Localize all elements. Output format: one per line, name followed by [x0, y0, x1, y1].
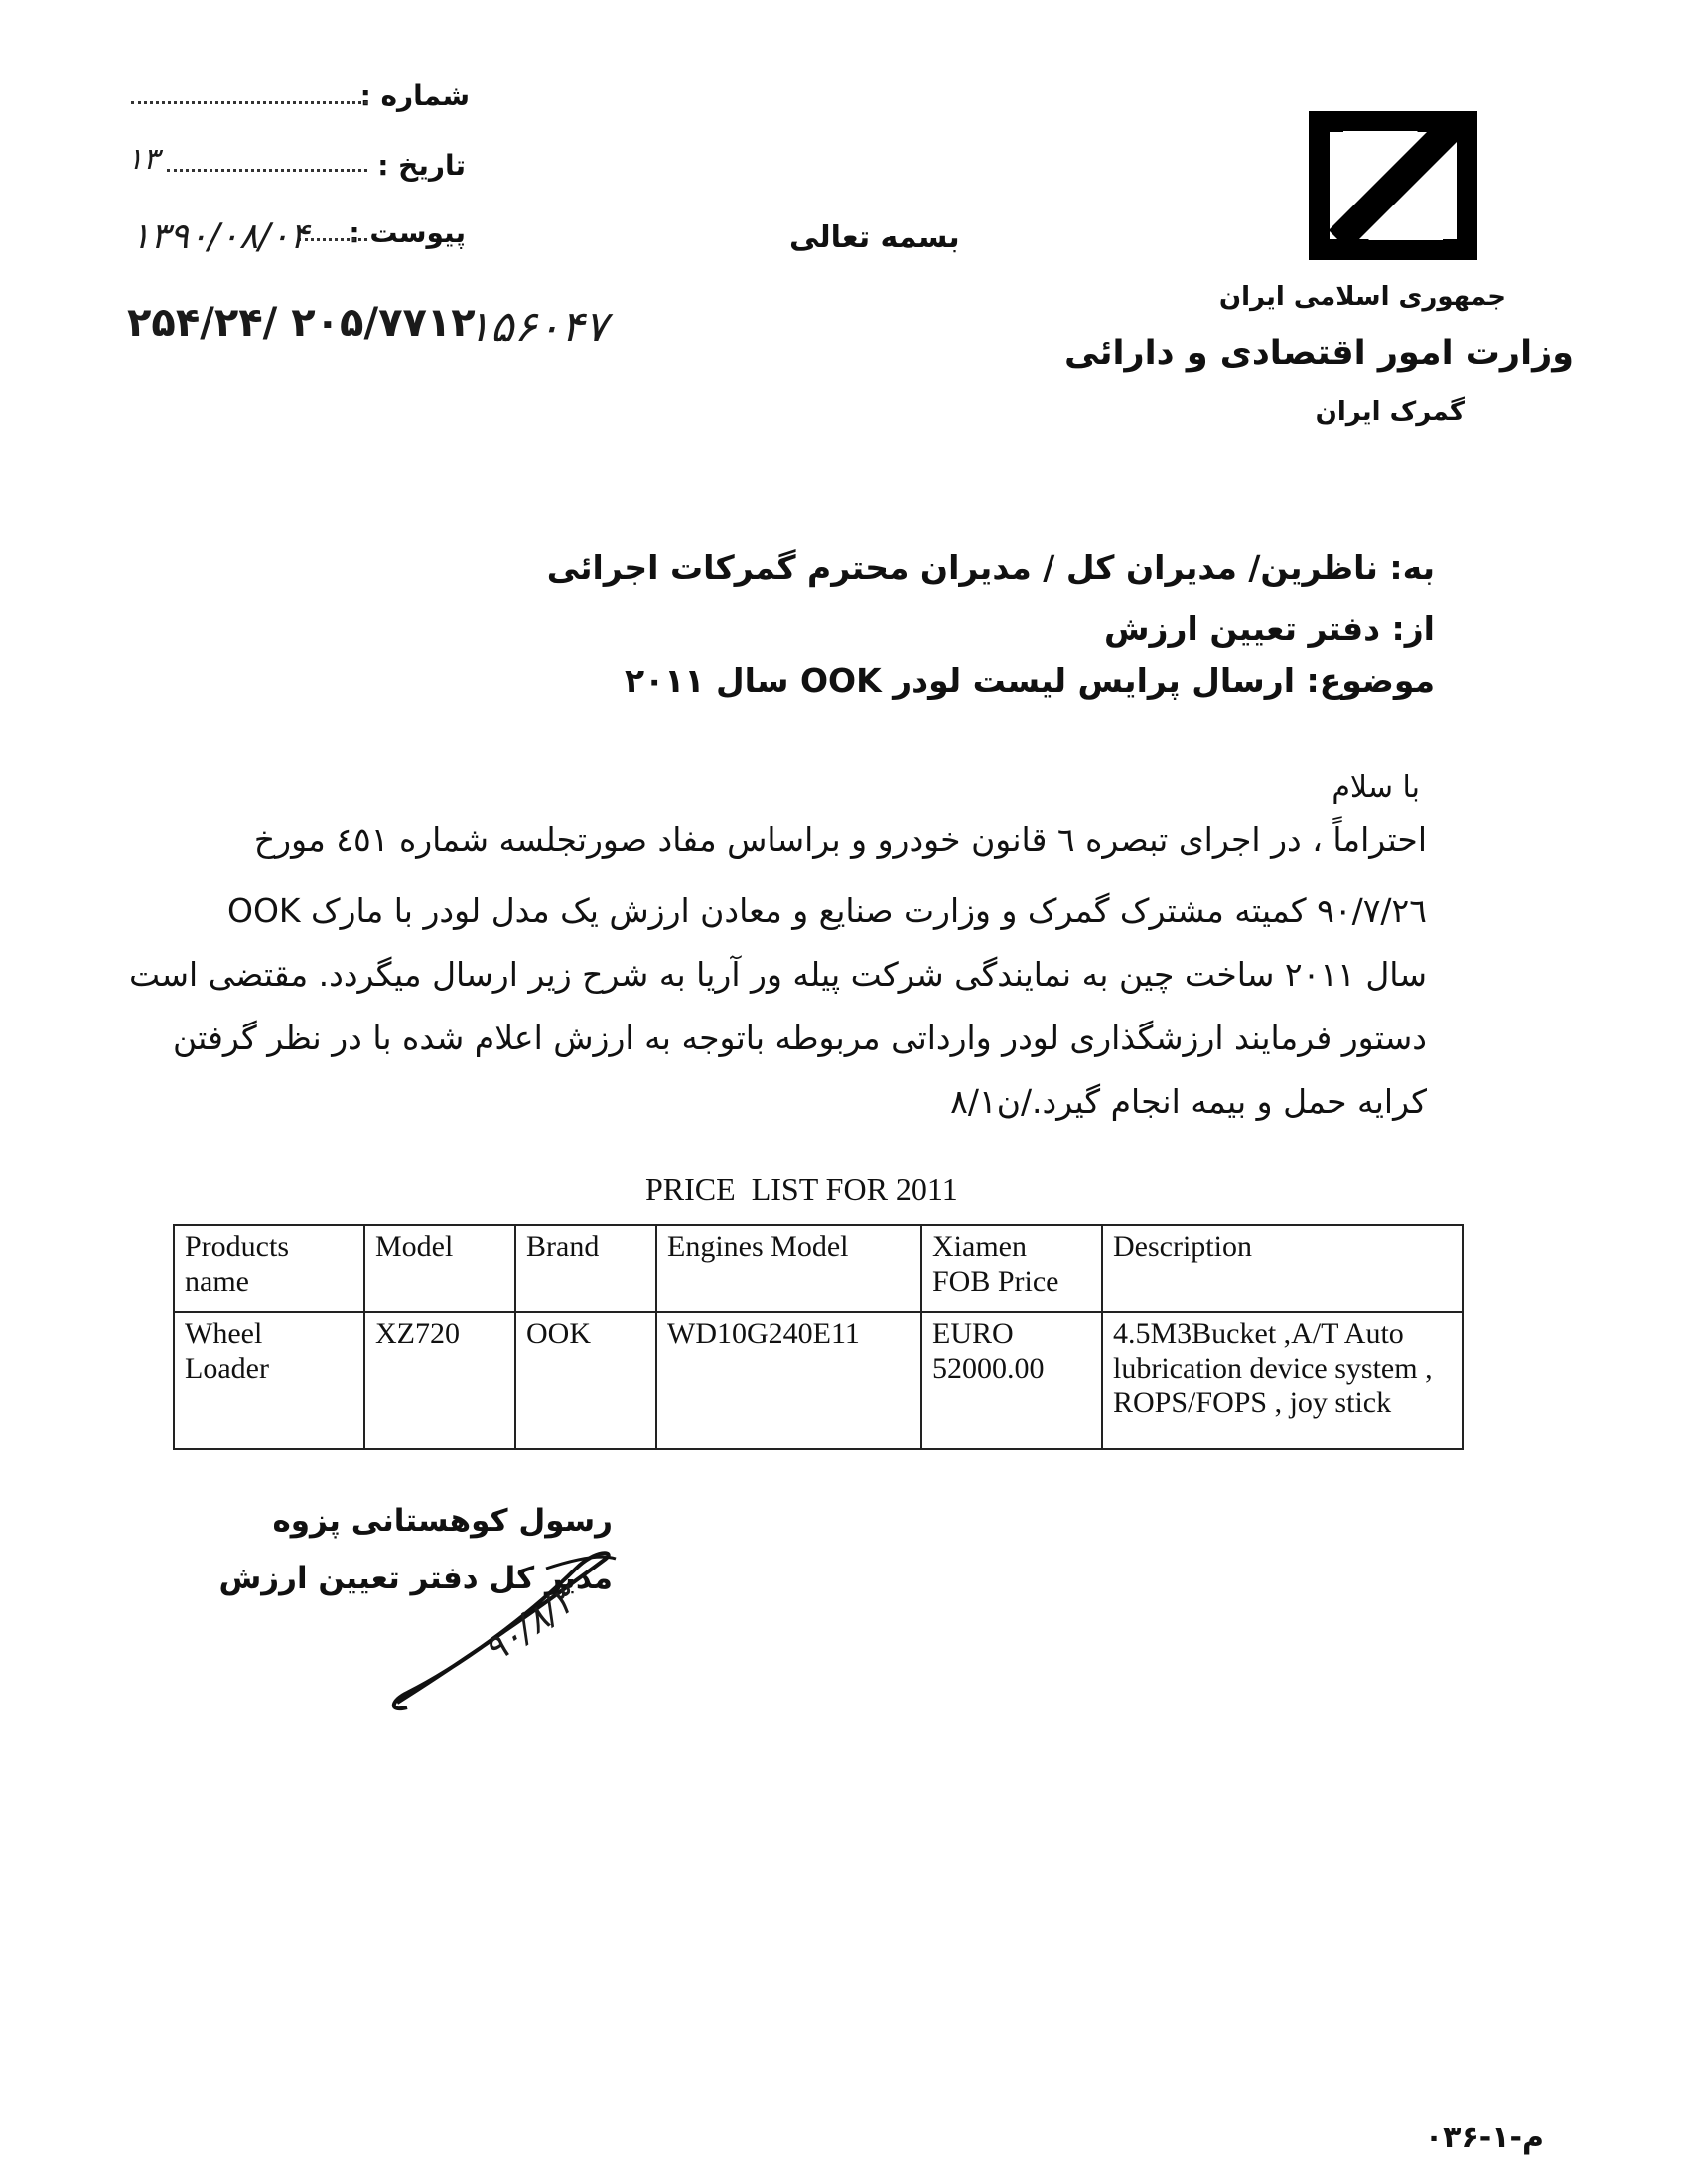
body-line-3: سال ٢٠١١ ساخت چین به نمایندگی شرکت پیله ور آریا به شرح زیر ارسال میگردد. مقتضی است	[128, 955, 1427, 994]
header-engine: Engines Model	[656, 1225, 921, 1312]
bismillah: بسمه تعالی	[789, 220, 960, 255]
header-description: Description	[1102, 1225, 1463, 1312]
table-row	[174, 1312, 1463, 1449]
body-line-4: دستور فرمایند ارزشگذاری لودر وارداتی مربوطه باتوجه به ارزش اعلام شده با در نظر گرفتن	[172, 1019, 1427, 1057]
attachment-label: پیوست :	[349, 216, 466, 249]
body-line-1: احتراماً ، در اجرای تبصره ٦ قانون خودرو و براساس مفاد صورتجلسه شماره ٤٥١ مورخ	[253, 820, 1427, 859]
price-list-title: PRICE LIST FOR 2011	[645, 1171, 958, 1207]
cell-description: 4.5M3Bucket ,A/T Auto lubrication device system , ROPS/FOPS , joy stick	[1102, 1312, 1463, 1449]
cell-model: XZ720	[364, 1312, 515, 1449]
header-product: Products name	[174, 1225, 364, 1312]
to-line: به: ناظرین/ مدیران کل / مدیران محترم گمرکات اجرائی	[546, 548, 1435, 587]
signature-title: مدیر کل دفتر تعیین ارزش	[218, 1561, 613, 1596]
footer-code: م-۱-۰۳۶	[1424, 2120, 1544, 2155]
date-label: تاریخ :	[377, 149, 466, 182]
header-price: Xiamen FOB Price	[921, 1225, 1102, 1312]
date-value: ۱۳	[127, 142, 160, 177]
header-brand: Brand	[515, 1225, 656, 1312]
signature-name: رسول کوهستانی پزوه	[272, 1503, 613, 1539]
org-line1: جمهوری اسلامی ایران	[1218, 282, 1506, 312]
org-line3: گمرک ایران	[1315, 397, 1465, 427]
customs-logo-icon	[1309, 111, 1477, 260]
reference-left: ۲۵۴/۲۴/ ۲۰۵/۷۷۱۲	[127, 300, 476, 345]
reference-right: ۱۵۶۰۴۷	[467, 302, 608, 352]
signature-date: ۹۰/۸/۳	[477, 1579, 583, 1672]
header-model: Model	[364, 1225, 515, 1312]
cell-engine: WD10G240E11	[656, 1312, 921, 1449]
number-label: شماره :	[359, 79, 470, 112]
date-dots	[167, 167, 367, 172]
cell-brand: OOK	[515, 1312, 656, 1449]
price-table	[173, 1224, 1464, 1450]
table-header-row	[174, 1225, 1463, 1312]
org-line2: وزارت امور اقتصادی و دارائی	[1063, 334, 1574, 373]
cell-product: Wheel Loader	[174, 1312, 364, 1449]
body-line-5: کرایه حمل و بیمه انجام گیرد./ن٨/١	[950, 1082, 1427, 1121]
body-line-2: ٩٠/٧/٢٦ کمیته مشترک گمرک و وزارت صنایع و معادن ارزش یک مدل لودر با مارک OOK	[226, 891, 1427, 930]
cell-price: EURO 52000.00	[921, 1312, 1102, 1449]
number-dots	[131, 99, 367, 104]
greeting: با سلام	[1332, 770, 1420, 805]
from-line: از: دفتر تعیین ارزش	[1103, 610, 1435, 648]
subject-line: موضوع: ارسال پرایس لیست لودر OOK سال ۲۰۱۱	[624, 661, 1435, 700]
handwritten-date: ۱۳۹۰/۰۸/۰۴	[131, 216, 309, 257]
